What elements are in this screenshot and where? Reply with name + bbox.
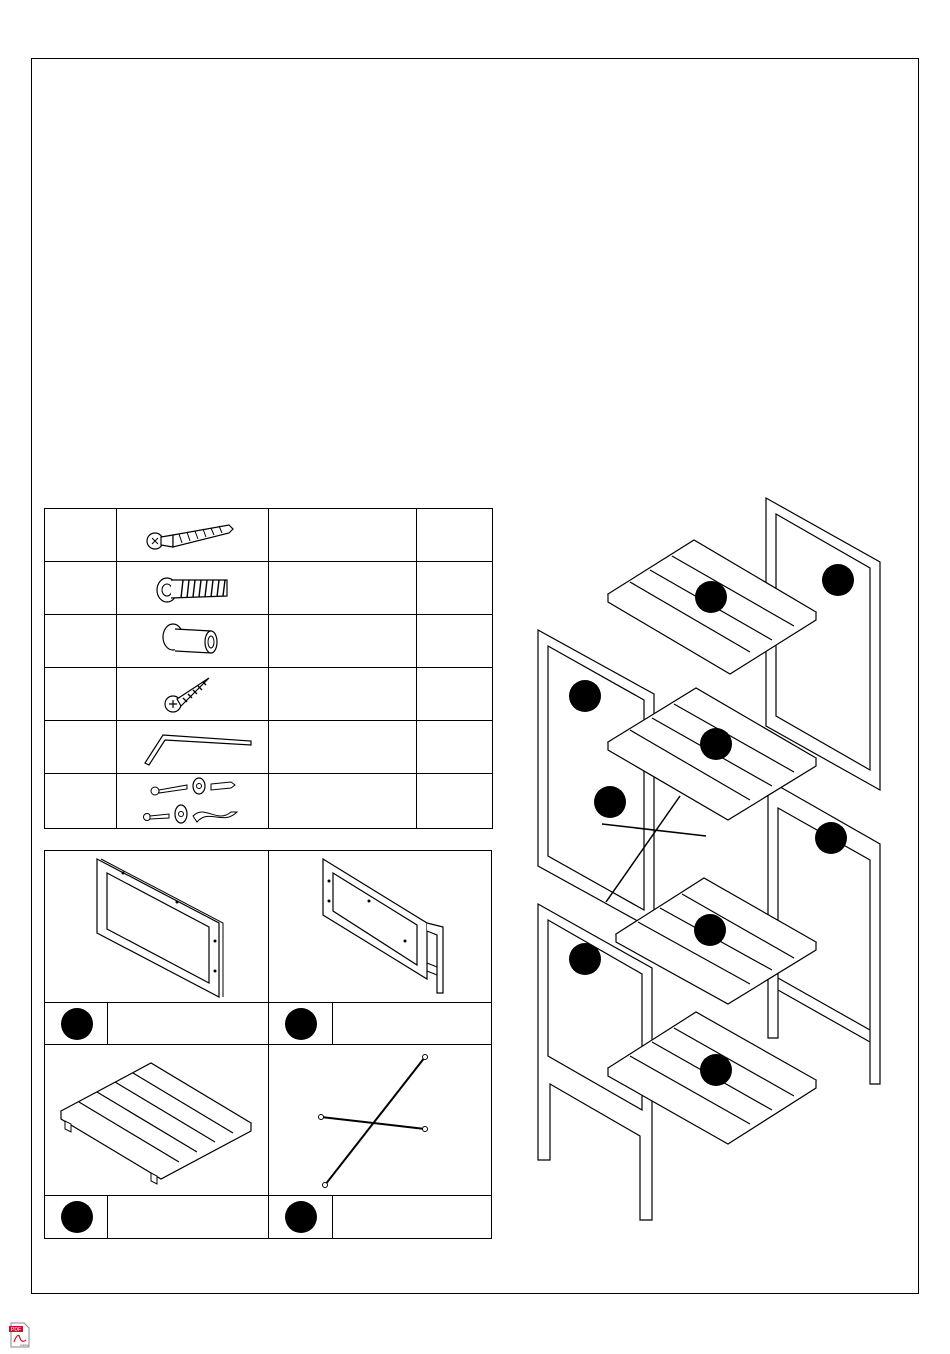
side-frame-icon [85,851,265,1001]
barrel-nut-icon [143,619,243,663]
hardware-code-cell [45,774,117,829]
table-row [45,774,493,829]
table-row [45,615,493,668]
parts-panel [44,850,492,1239]
hardware-desc-cell [269,562,417,615]
parts-divider [332,1195,333,1239]
hardware-code-cell [45,721,117,774]
hardware-qty-cell [417,668,493,721]
allen-key-icon [133,725,253,769]
pdf-label: PDF [11,1327,21,1333]
hardware-image-cell [117,774,269,829]
hardware-code-cell [45,615,117,668]
hardware-code-cell [45,509,117,562]
pdf-sublabel: Adobe [20,1343,29,1347]
parts-divider [332,1002,333,1044]
hardware-desc-cell [269,774,417,829]
hardware-code-cell [45,562,117,615]
table-row [45,562,493,615]
assembly-diagram [520,490,900,1230]
hardware-desc-cell [269,668,417,721]
hardware-code-cell [45,668,117,721]
hardware-desc-cell [269,721,417,774]
connector-bolt-icon [143,568,243,608]
part-number-marker [61,1201,93,1233]
wall-fixing-kit-icon [133,774,253,828]
hardware-image-cell [117,509,269,562]
hardware-table [44,508,493,829]
table-row [45,668,493,721]
parts-divider [45,1044,491,1045]
hardware-image-cell [117,668,269,721]
hardware-image-cell [117,721,269,774]
part-number-marker [285,1008,317,1040]
part-number-marker [285,1201,317,1233]
cam-bolt-icon [143,515,243,555]
hardware-qty-cell [417,615,493,668]
hardware-image-cell [117,562,269,615]
slatted-shelf-icon [51,1051,261,1191]
part-number-marker [61,1008,93,1040]
hardware-desc-cell [269,509,417,562]
cross-brace-icon [285,1047,485,1197]
screw-icon [143,672,243,716]
pdf-file-icon [8,1322,32,1348]
parts-divider [45,1002,491,1003]
hardware-qty-cell [417,509,493,562]
hardware-qty-cell [417,562,493,615]
table-row [45,509,493,562]
hardware-image-cell [117,615,269,668]
table-row [45,721,493,774]
hardware-desc-cell [269,615,417,668]
parts-divider [107,1195,108,1239]
hardware-qty-cell [417,774,493,829]
hardware-qty-cell [417,721,493,774]
base-frame-icon [309,851,489,1001]
parts-divider [107,1002,108,1044]
